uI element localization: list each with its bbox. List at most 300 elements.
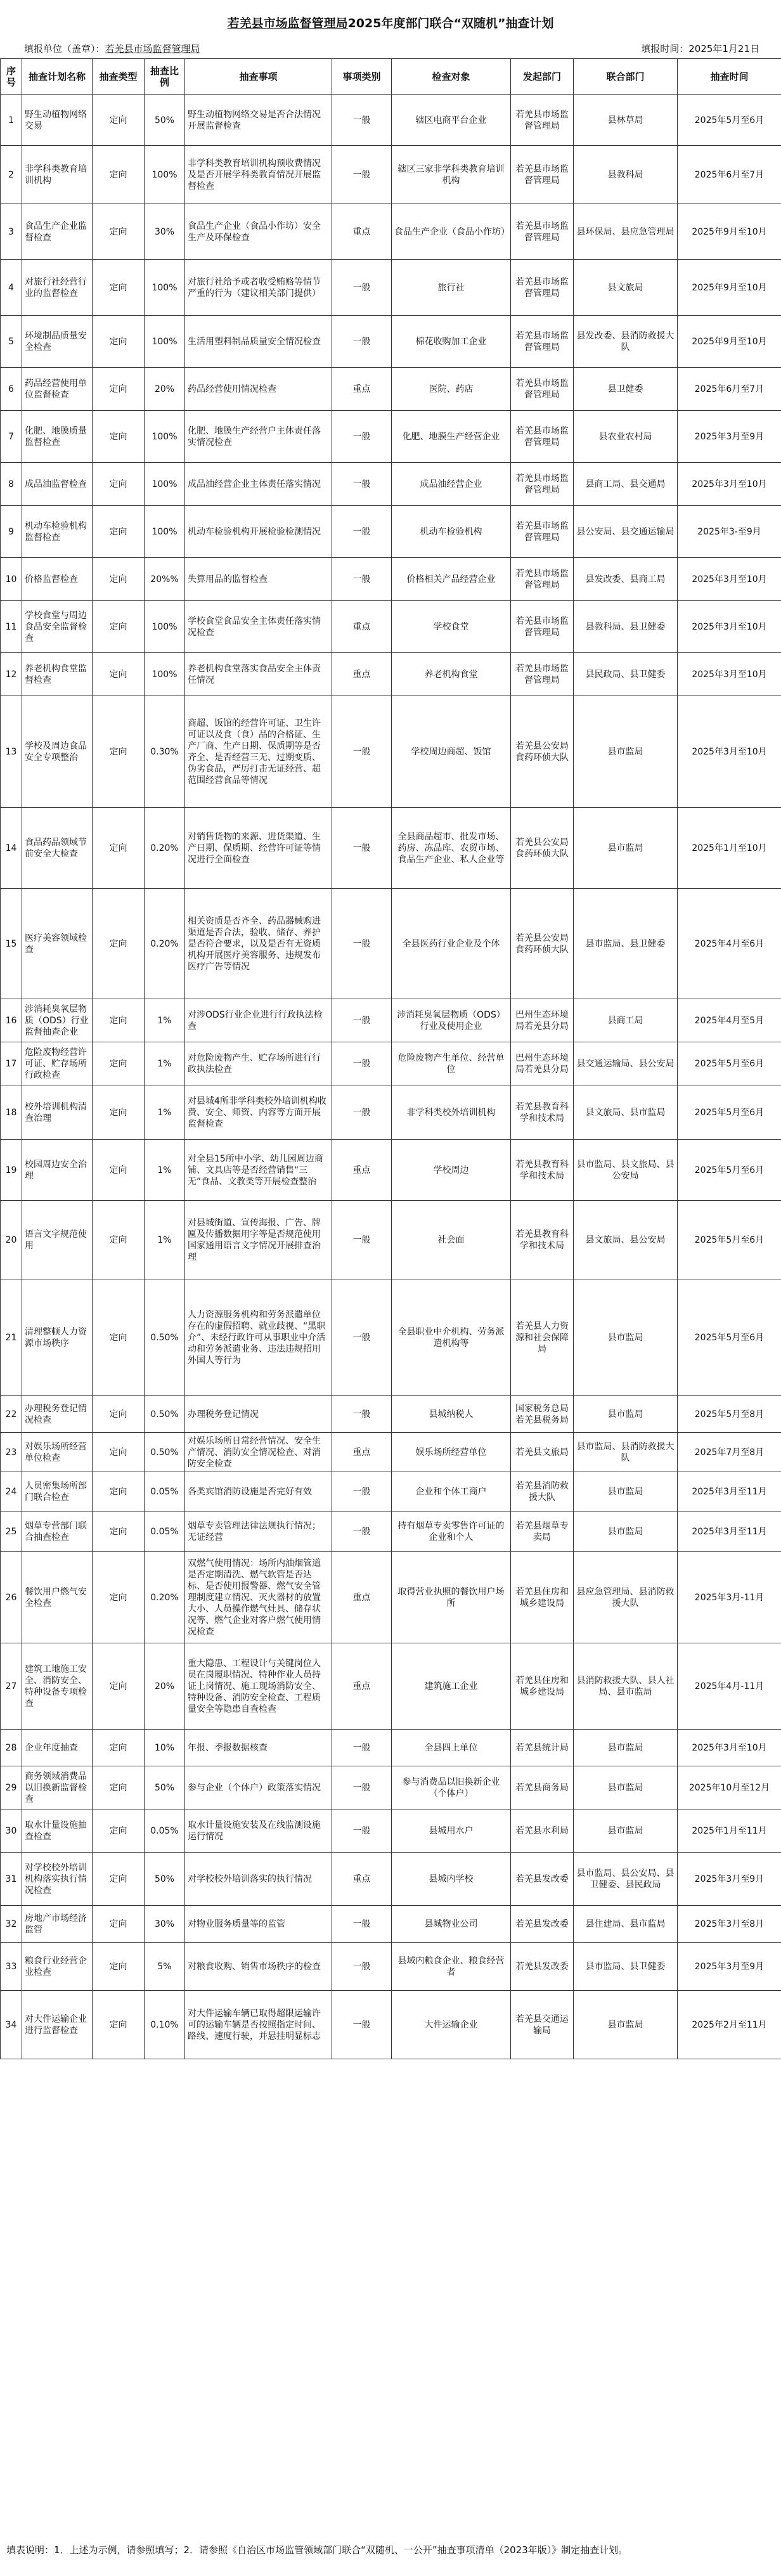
- cell-target: 县城纳税人: [392, 1396, 511, 1433]
- cell-check-time: 2025年5月至6月: [678, 1279, 781, 1396]
- cell-partner-dept: 县文旅局、县市监局: [574, 1085, 678, 1140]
- cell-item-category: 一般: [332, 316, 392, 368]
- cell-check-item: 对危险废物产生、贮存场所进行行政执法检查: [185, 1042, 332, 1085]
- cell-ratio: 1%: [145, 1042, 185, 1085]
- cell-item-category: 重点: [332, 368, 392, 411]
- cell-check-type: 定向: [93, 1279, 145, 1396]
- cell-ratio: 100%: [145, 653, 185, 696]
- cell-check-type: 定向: [93, 1906, 145, 1943]
- cell-item-category: 一般: [332, 411, 392, 463]
- cell-target: 县城内学校: [392, 1853, 511, 1906]
- cell-check-item: 年报、季报数据核查: [185, 1730, 332, 1766]
- table-row: [1, 204, 781, 260]
- cell-check-time: 2025年3月-11月: [678, 1552, 781, 1643]
- cell-initiator: 若羌县市场监督管理局: [511, 558, 574, 601]
- cell-ratio: 20%%: [145, 558, 185, 601]
- cell-check-type: 定向: [93, 1201, 145, 1279]
- cell-partner-dept: 县住建局、县市监局: [574, 1906, 678, 1943]
- cell-row-no: 10: [1, 558, 22, 601]
- cell-row-no: 18: [1, 1085, 22, 1140]
- cell-target: 学校食堂: [392, 601, 511, 653]
- cell-item-category: 一般: [332, 1042, 392, 1085]
- cell-item-category: 重点: [332, 1140, 392, 1201]
- cell-ratio: 30%: [145, 1906, 185, 1943]
- table-row: [1, 1552, 781, 1643]
- cell-ratio: 0.50%: [145, 1433, 185, 1472]
- cell-partner-dept: 县市监局: [574, 1396, 678, 1433]
- cell-check-item: 失算用品的监督检查: [185, 558, 332, 601]
- cell-target: 全县职业中介机构、劳务派遣机构等: [392, 1279, 511, 1396]
- cell-check-item: 参与企业（个体户）政策落实情况: [185, 1766, 332, 1809]
- cell-row-no: 6: [1, 368, 22, 411]
- cell-plan-name: 餐饮用户燃气安全检查: [22, 1552, 93, 1643]
- cell-plan-name: 价格监督检查: [22, 558, 93, 601]
- cell-check-time: 2025年2月至11月: [678, 1991, 781, 2059]
- cell-initiator: 若羌县公安局食药环侦大队: [511, 808, 574, 889]
- cell-initiator: 若羌县发改委: [511, 1853, 574, 1906]
- meta-line: [24, 39, 759, 56]
- cell-plan-name: 机动车检验机构监督检查: [22, 506, 93, 558]
- cell-item-category: 一般: [332, 1991, 392, 2059]
- cell-ratio: 1%: [145, 1201, 185, 1279]
- cell-plan-name: 养老机构食堂监督检查: [22, 653, 93, 696]
- cell-check-time: 2025年3月至9月: [678, 1943, 781, 1991]
- cell-item-category: 重点: [332, 1433, 392, 1472]
- cell-check-type: 定向: [93, 95, 145, 146]
- cell-check-type: 定向: [93, 696, 145, 808]
- cell-target: 企业和个体工商户: [392, 1472, 511, 1511]
- cell-row-no: 2: [1, 146, 22, 204]
- table-row: [1, 1906, 781, 1943]
- cell-check-item: 各类宾馆消防设施是否完好有效: [185, 1472, 332, 1511]
- cell-initiator: 巴州生态环境局若羌县分局: [511, 999, 574, 1042]
- table-row: [1, 1433, 781, 1472]
- cell-row-no: 9: [1, 506, 22, 558]
- cell-item-category: 一般: [332, 95, 392, 146]
- cell-check-item: 化肥、地膜生产经营户主体责任落实情况检查: [185, 411, 332, 463]
- cell-target: 医院、药店: [392, 368, 511, 411]
- cell-check-type: 定向: [93, 1472, 145, 1511]
- header-row-no: 序号: [1, 59, 22, 95]
- cell-partner-dept: 县应急管理局、县消防救援大队: [574, 1552, 678, 1643]
- cell-check-type: 定向: [93, 1511, 145, 1552]
- cell-check-time: 2025年5月至6月: [678, 1085, 781, 1140]
- cell-initiator: 若羌县消防救援大队: [511, 1472, 574, 1511]
- table-row: [1, 696, 781, 808]
- cell-check-item: 办理税务登记情况: [185, 1396, 332, 1433]
- cell-target: 机动车检验机构: [392, 506, 511, 558]
- footnote: 填表说明：1．上述为示例，请参照填写；2．请参照《自治区市场监管领域部门联合“双随机、一公开”抽查事项清单（2023年版）》制定抽查计划。: [6, 2544, 628, 2556]
- cell-target: 县城用水户: [392, 1809, 511, 1853]
- cell-initiator: 若羌县市场监督管理局: [511, 411, 574, 463]
- cell-plan-name: 对旅行社经营行业的监督检查: [22, 260, 93, 316]
- table-row: [1, 808, 781, 889]
- table-row: [1, 1201, 781, 1279]
- cell-partner-dept: 县民政局、县卫健委: [574, 653, 678, 696]
- cell-item-category: 一般: [332, 696, 392, 808]
- cell-initiator: 若羌县文旅局: [511, 1433, 574, 1472]
- cell-plan-name: 人员密集场所部门联合检查: [22, 1472, 93, 1511]
- cell-ratio: 100%: [145, 146, 185, 204]
- cell-target: 参与消费品以旧换新企业（个体户）: [392, 1766, 511, 1809]
- cell-check-time: 2025年9月至10月: [678, 204, 781, 260]
- cell-plan-name: 粮食行业经营企业检查: [22, 1943, 93, 1991]
- table-row: [1, 1809, 781, 1853]
- cell-item-category: 重点: [332, 204, 392, 260]
- cell-plan-name: 对大件运输企业进行监督检查: [22, 1991, 93, 2059]
- cell-target: 取得营业执照的餐饮用户场所: [392, 1552, 511, 1643]
- cell-initiator: 若羌县市场监督管理局: [511, 463, 574, 506]
- cell-ratio: 0.20%: [145, 1552, 185, 1643]
- cell-item-category: 一般: [332, 1809, 392, 1853]
- cell-partner-dept: 县市监局: [574, 1809, 678, 1853]
- cell-item-category: 一般: [332, 1396, 392, 1433]
- cell-check-type: 定向: [93, 411, 145, 463]
- cell-plan-name: 房地产市场经济监管: [22, 1906, 93, 1943]
- cell-check-item: 重大隐患、工程设计与关键岗位人员在岗履职情况、特种作业人员持证上岗情况、施工现场消防安全、特种设备、消防安全检查、工程质量安全等隐患自查检查: [185, 1643, 332, 1730]
- cell-plan-name: 办理税务登记情况检查: [22, 1396, 93, 1433]
- table-row: [1, 1140, 781, 1201]
- cell-ratio: 1%: [145, 1085, 185, 1140]
- cell-partner-dept: 县文旅局: [574, 260, 678, 316]
- cell-item-category: 一般: [332, 808, 392, 889]
- cell-target: 成品油经营企业: [392, 463, 511, 506]
- cell-check-type: 定向: [93, 1552, 145, 1643]
- cell-ratio: 50%: [145, 95, 185, 146]
- cell-check-type: 定向: [93, 1140, 145, 1201]
- cell-target: 建筑施工企业: [392, 1643, 511, 1730]
- cell-plan-name: 非学科类教育培训机构: [22, 146, 93, 204]
- cell-partner-dept: 县市监局: [574, 808, 678, 889]
- cell-ratio: 0.50%: [145, 1279, 185, 1396]
- cell-item-category: 一般: [332, 1511, 392, 1552]
- cell-initiator: 若羌县市场监督管理局: [511, 260, 574, 316]
- cell-ratio: 100%: [145, 316, 185, 368]
- cell-partner-dept: 县市监局: [574, 1511, 678, 1552]
- cell-check-type: 定向: [93, 1730, 145, 1766]
- cell-check-item: 双燃气使用情况：场所内油烟管道是否定期清洗、燃气软管是否达标、是否使用报警器、燃气安全管理制度建立情况、灭火器材的放置大小、人员操作燃气灶具、储存状况等、燃气企业对客户燃气使用情况检查: [185, 1552, 332, 1643]
- cell-partner-dept: 县发改委、县消防救援大队: [574, 316, 678, 368]
- cell-check-time: 2025年3月至10月: [678, 1730, 781, 1766]
- cell-target: 棉花收购加工企业: [392, 316, 511, 368]
- cell-check-type: 定向: [93, 1396, 145, 1433]
- header-target: 检查对象: [392, 59, 511, 95]
- cell-partner-dept: 县市监局、县卫健委: [574, 889, 678, 999]
- cell-target: 化肥、地膜生产经营企业: [392, 411, 511, 463]
- cell-initiator: 若羌县公安局食药环侦大队: [511, 696, 574, 808]
- cell-row-no: 21: [1, 1279, 22, 1396]
- cell-plan-name: 商务领域消费品以旧换新监督检查: [22, 1766, 93, 1809]
- cell-check-type: 定向: [93, 146, 145, 204]
- cell-target: 辖区三家非学科类教育培训机构: [392, 146, 511, 204]
- cell-row-no: 1: [1, 95, 22, 146]
- cell-check-time: 2025年9月至10月: [678, 260, 781, 316]
- cell-ratio: 0.10%: [145, 1991, 185, 2059]
- table-row: [1, 1042, 781, 1085]
- cell-check-item: 养老机构食堂落实食品安全主体责任情况: [185, 653, 332, 696]
- cell-row-no: 28: [1, 1730, 22, 1766]
- cell-item-category: 一般: [332, 889, 392, 999]
- cell-check-type: 定向: [93, 1853, 145, 1906]
- cell-target: 全县商品超市、批发市场、药房、冻品库、农贸市场、食品生产企业、私人企业等: [392, 808, 511, 889]
- cell-initiator: 若羌县发改委: [511, 1906, 574, 1943]
- cell-row-no: 11: [1, 601, 22, 653]
- cell-plan-name: 药品经营使用单位监督检查: [22, 368, 93, 411]
- cell-check-type: 定向: [93, 808, 145, 889]
- cell-check-type: 定向: [93, 889, 145, 999]
- cell-check-type: 定向: [93, 1643, 145, 1730]
- cell-row-no: 7: [1, 411, 22, 463]
- cell-check-type: 定向: [93, 506, 145, 558]
- cell-check-type: 定向: [93, 1766, 145, 1809]
- cell-partner-dept: 县市监局、县消防救援大队: [574, 1433, 678, 1472]
- table-row: [1, 1085, 781, 1140]
- cell-target: 全县医药行业企业及个体: [392, 889, 511, 999]
- cell-row-no: 22: [1, 1396, 22, 1433]
- cell-partner-dept: 县市监局: [574, 696, 678, 808]
- cell-initiator: 若羌县发改委: [511, 1943, 574, 1991]
- table-row: [1, 1396, 781, 1433]
- cell-check-item: 人力资源服务机构和劳务派遣单位存在的虚假招聘、就业歧视、“黑职介”、未经行政许可从事职业中介活动和劳务派遣业务、违法违规招用外国人等行为: [185, 1279, 332, 1396]
- cell-partner-dept: 县发改委、县商工局: [574, 558, 678, 601]
- cell-item-category: 一般: [332, 1943, 392, 1991]
- cell-check-item: 对销售货物的来源、进货渠道、生产日期、保质期、经营许可证等情况进行全面检查: [185, 808, 332, 889]
- cell-row-no: 31: [1, 1853, 22, 1906]
- cell-check-item: 药品经营使用情况检查: [185, 368, 332, 411]
- cell-ratio: 100%: [145, 463, 185, 506]
- header-plan-name: 抽查计划名称: [22, 59, 93, 95]
- cell-plan-name: 校园周边安全治理: [22, 1140, 93, 1201]
- cell-item-category: 一般: [332, 1085, 392, 1140]
- cell-target: 县域内粮食企业、粮食经营者: [392, 1943, 511, 1991]
- cell-ratio: 1%: [145, 999, 185, 1042]
- cell-initiator: 若羌县交通运输局: [511, 1991, 574, 2059]
- header-item-category: 事项类别: [332, 59, 392, 95]
- cell-row-no: 15: [1, 889, 22, 999]
- cell-item-category: 一般: [332, 1906, 392, 1943]
- cell-check-item: 商超、饭馆的经营许可证、卫生许可证以及食（食）品的合格证、生产厂商、生产日期、保质期等是否齐全、是否经营三无、过期变质、伪劣食品，严厉打击无证经营、超范围经营食品等情况: [185, 696, 332, 808]
- cell-row-no: 19: [1, 1140, 22, 1201]
- cell-ratio: 100%: [145, 260, 185, 316]
- table-row: [1, 1766, 781, 1809]
- cell-initiator: 国家税务总局若羌县税务局: [511, 1396, 574, 1433]
- table-row: [1, 1730, 781, 1766]
- cell-ratio: 0.20%: [145, 808, 185, 889]
- cell-plan-name: 环境制品质量安全检查: [22, 316, 93, 368]
- cell-target: 辖区电商平台企业: [392, 95, 511, 146]
- cell-initiator: 若羌县市场监督管理局: [511, 506, 574, 558]
- cell-check-time: 2025年7月至8月: [678, 1433, 781, 1472]
- cell-row-no: 34: [1, 1991, 22, 2059]
- cell-initiator: 若羌县住房和城乡建设局: [511, 1643, 574, 1730]
- cell-initiator: 巴州生态环境局若羌县分局: [511, 1042, 574, 1085]
- table-row: [1, 368, 781, 411]
- filing-time: 填报时间：2025年1月21日: [641, 43, 759, 55]
- cell-ratio: 30%: [145, 204, 185, 260]
- filing-unit: [24, 42, 200, 55]
- cell-partner-dept: 县市监局、县卫健委: [574, 1943, 678, 1991]
- cell-check-item: 成品油经营企业主体责任落实情况: [185, 463, 332, 506]
- cell-plan-name: 化肥、地膜质量监督检查: [22, 411, 93, 463]
- cell-check-type: 定向: [93, 260, 145, 316]
- cell-plan-name: 语言文字规范使用: [22, 1201, 93, 1279]
- cell-item-category: 一般: [332, 1472, 392, 1511]
- cell-check-item: 对全县15所中小学、幼儿园周边商铺、文具店等是否经营销售“三无”食品、文教类等开展检查整治: [185, 1140, 332, 1201]
- cell-initiator: 若羌县市场监督管理局: [511, 316, 574, 368]
- cell-plan-name: 企业年度抽查: [22, 1730, 93, 1766]
- cell-plan-name: 野生动植物网络交易: [22, 95, 93, 146]
- cell-row-no: 13: [1, 696, 22, 808]
- table-row: [1, 146, 781, 204]
- cell-ratio: 0.20%: [145, 889, 185, 999]
- table-row: [1, 1472, 781, 1511]
- cell-initiator: 若羌县教育科学和技术局: [511, 1140, 574, 1201]
- cell-check-time: 2025年3月至8月: [678, 1906, 781, 1943]
- page-title: [0, 14, 781, 31]
- cell-check-item: 对粮食收购、销售市场秩序的检查: [185, 1943, 332, 1991]
- cell-initiator: 若羌县教育科学和技术局: [511, 1085, 574, 1140]
- cell-check-item: 取水计量设施安装及在线监测设施运行情况: [185, 1809, 332, 1853]
- cell-target: 非学科类校外培训机构: [392, 1085, 511, 1140]
- table-row: [1, 653, 781, 696]
- cell-ratio: 0.05%: [145, 1809, 185, 1853]
- cell-check-time: 2025年3月至10月: [678, 601, 781, 653]
- cell-target: 全县四上单位: [392, 1730, 511, 1766]
- table-row: [1, 95, 781, 146]
- cell-check-time: 2025年4月-11月: [678, 1643, 781, 1730]
- title-plan: 2025年度部门联合“双随机”抽查计划: [347, 16, 554, 30]
- cell-plan-name: 烟草专营部门联合抽查检查: [22, 1511, 93, 1552]
- inspection-plan-table: [0, 58, 781, 2059]
- cell-row-no: 3: [1, 204, 22, 260]
- cell-item-category: 一般: [332, 1766, 392, 1809]
- cell-check-time: 2025年3月至11月: [678, 1511, 781, 1552]
- cell-target: 大件运输企业: [392, 1991, 511, 2059]
- cell-plan-name: 学校食堂与周边食品安全监督检查: [22, 601, 93, 653]
- cell-check-item: 对涉ODS行业企业进行行政执法检查: [185, 999, 332, 1042]
- cell-row-no: 4: [1, 260, 22, 316]
- cell-check-item: 烟草专卖管理法律法规执行情况；无证经营: [185, 1511, 332, 1552]
- cell-check-item: 野生动植物网络交易是否合法情况开展监督检查: [185, 95, 332, 146]
- cell-check-item: 对县城4所非学科类校外培训机构收费、安全、师资、内容等方面开展监督检查: [185, 1085, 332, 1140]
- cell-item-category: 重点: [332, 1643, 392, 1730]
- cell-partner-dept: 县市监局、县文旅局、县公安局: [574, 1140, 678, 1201]
- cell-row-no: 23: [1, 1433, 22, 1472]
- cell-row-no: 17: [1, 1042, 22, 1085]
- cell-ratio: 100%: [145, 506, 185, 558]
- cell-check-time: 2025年3月至10月: [678, 653, 781, 696]
- table-row: [1, 601, 781, 653]
- cell-target: 涉消耗臭氧层物质（ODS）行业及使用企业: [392, 999, 511, 1042]
- cell-plan-name: 医疗美容领域检查: [22, 889, 93, 999]
- table-header-row: [1, 59, 781, 95]
- cell-check-time: 2025年4月至5月: [678, 999, 781, 1042]
- cell-ratio: 50%: [145, 1853, 185, 1906]
- cell-row-no: 33: [1, 1943, 22, 1991]
- cell-ratio: 0.05%: [145, 1472, 185, 1511]
- cell-initiator: 若羌县住房和城乡建设局: [511, 1552, 574, 1643]
- table-row: [1, 463, 781, 506]
- cell-initiator: 若羌县统计局: [511, 1730, 574, 1766]
- cell-check-item: 机动车检验机构开展检验检测情况: [185, 506, 332, 558]
- cell-ratio: 100%: [145, 411, 185, 463]
- cell-row-no: 25: [1, 1511, 22, 1552]
- cell-check-type: 定向: [93, 1433, 145, 1472]
- cell-check-item: 非学科类教育培训机构预收费情况及是否开展学科类教育情况开展监督检查: [185, 146, 332, 204]
- cell-row-no: 29: [1, 1766, 22, 1809]
- cell-check-type: 定向: [93, 463, 145, 506]
- cell-check-time: 2025年10月至12月: [678, 1766, 781, 1809]
- cell-partner-dept: 县商工局: [574, 999, 678, 1042]
- cell-plan-name: 成品油监督检查: [22, 463, 93, 506]
- cell-check-item: 相关资质是否齐全、药品器械购进渠道是否合法，验收、储存、养护是否符合要求，以及是否有无资质机构开展医疗美容服务、违规发布医疗广告等情况: [185, 889, 332, 999]
- cell-item-category: 重点: [332, 1552, 392, 1643]
- cell-initiator: 若羌县市场监督管理局: [511, 95, 574, 146]
- cell-partner-dept: 县商工局、县交通局: [574, 463, 678, 506]
- cell-initiator: 若羌县烟草专卖局: [511, 1511, 574, 1552]
- cell-plan-name: 建筑工地施工安全、消防安全、特种设备专项检查: [22, 1643, 93, 1730]
- cell-ratio: 0.05%: [145, 1511, 185, 1552]
- cell-row-no: 20: [1, 1201, 22, 1279]
- title-agency: 若羌县市场监督管理局: [227, 16, 348, 30]
- cell-item-category: 重点: [332, 653, 392, 696]
- cell-check-time: 2025年5月至6月: [678, 1201, 781, 1279]
- cell-plan-name: 涉消耗臭氧层物质（ODS）行业监督抽查企业: [22, 999, 93, 1042]
- table-row: [1, 1991, 781, 2059]
- cell-plan-name: 学校及周边食品安全专项整治: [22, 696, 93, 808]
- header-check-time: 抽查时间: [678, 59, 781, 95]
- cell-check-item: 学校食堂食品安全主体责任落实情况检查: [185, 601, 332, 653]
- table-body: [1, 95, 781, 2059]
- cell-partner-dept: 县农业农村局: [574, 411, 678, 463]
- cell-partner-dept: 县市监局: [574, 1730, 678, 1766]
- cell-row-no: 26: [1, 1552, 22, 1643]
- cell-check-time: 2025年3月至10月: [678, 463, 781, 506]
- filing-unit-label: 填报单位（盖章）：: [24, 43, 105, 55]
- cell-check-item: 对物业服务质量等的监管: [185, 1906, 332, 1943]
- cell-check-time: 2025年3-至9月: [678, 506, 781, 558]
- cell-check-type: 定向: [93, 1943, 145, 1991]
- cell-check-type: 定向: [93, 999, 145, 1042]
- cell-check-type: 定向: [93, 601, 145, 653]
- cell-check-time: 2025年1月至10月: [678, 808, 781, 889]
- cell-row-no: 5: [1, 316, 22, 368]
- cell-item-category: 一般: [332, 506, 392, 558]
- cell-partner-dept: 县市监局: [574, 1472, 678, 1511]
- cell-ratio: 5%: [145, 1943, 185, 1991]
- cell-ratio: 1%: [145, 1140, 185, 1201]
- table-row: [1, 1511, 781, 1552]
- cell-check-item: 生活用塑料制品质量安全情况检查: [185, 316, 332, 368]
- cell-target: 危险废物产生单位、经营单位: [392, 1042, 511, 1085]
- cell-row-no: 27: [1, 1643, 22, 1730]
- cell-partner-dept: 县环保局、县应急管理局: [574, 204, 678, 260]
- cell-target: 社会面: [392, 1201, 511, 1279]
- cell-ratio: 50%: [145, 1766, 185, 1809]
- cell-item-category: 重点: [332, 601, 392, 653]
- table-row: [1, 558, 781, 601]
- cell-check-time: 2025年3月至10月: [678, 696, 781, 808]
- cell-partner-dept: 县市监局: [574, 1991, 678, 2059]
- cell-ratio: 10%: [145, 1730, 185, 1766]
- cell-partner-dept: 县交通运输局、县公安局: [574, 1042, 678, 1085]
- cell-row-no: 24: [1, 1472, 22, 1511]
- cell-plan-name: 对学校校外培训机构落实执行情况检查: [22, 1853, 93, 1906]
- cell-target: 娱乐场所经营单位: [392, 1433, 511, 1472]
- cell-plan-name: 危险废物经营许可证、贮存场所行政检查: [22, 1042, 93, 1085]
- cell-plan-name: 对娱乐场所经营单位检查: [22, 1433, 93, 1472]
- table-row: [1, 1643, 781, 1730]
